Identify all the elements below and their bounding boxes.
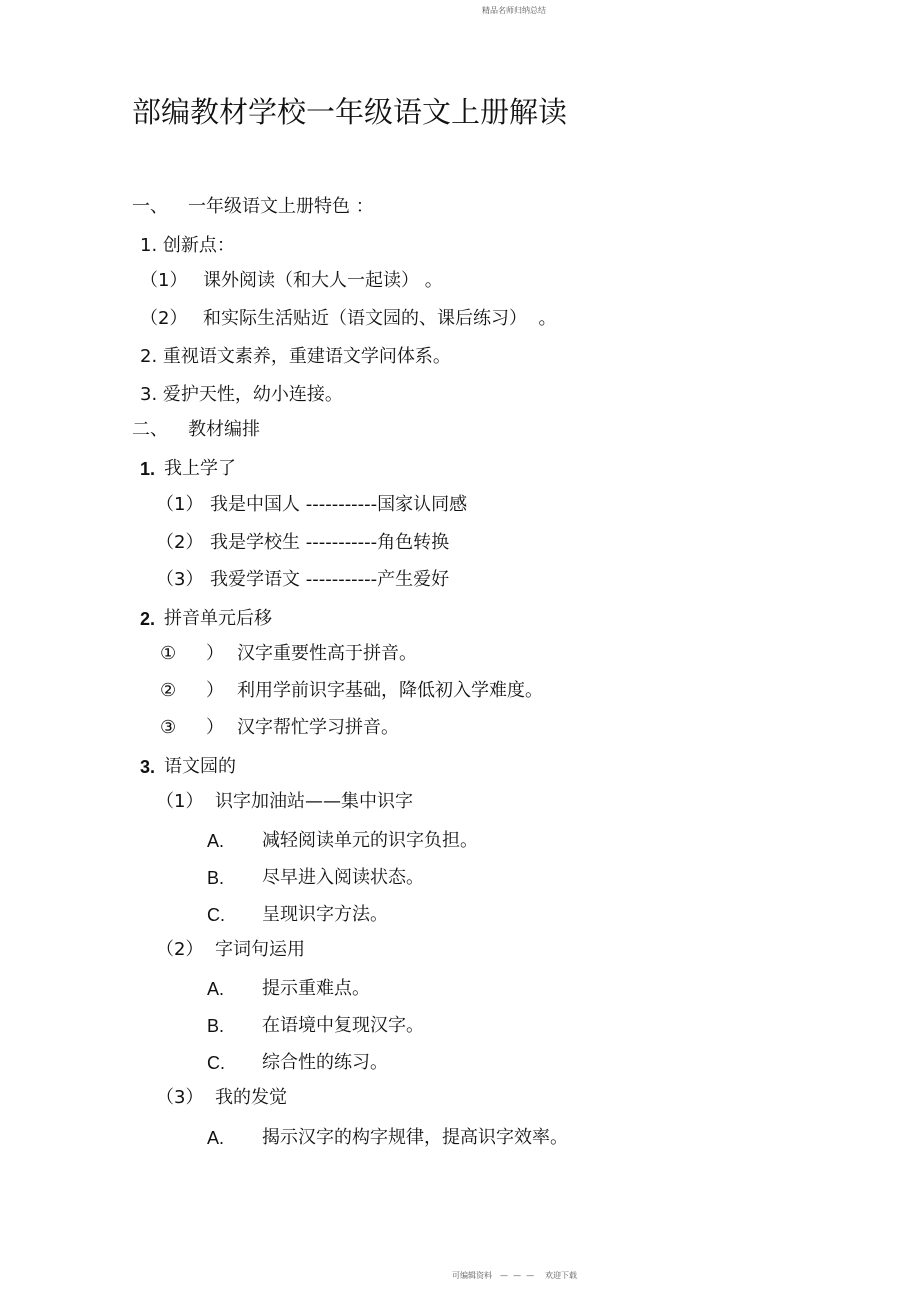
item-number: （3） [156, 569, 204, 590]
footer-left: 可编辑资料 [452, 1271, 492, 1280]
subsection-heading: 拼音单元后移 [164, 608, 272, 629]
footer-right: 欢迎下载 [545, 1271, 577, 1280]
list-letter: A. [207, 831, 225, 851]
group-number: （1） [156, 791, 204, 812]
section-2-number: 二、 [132, 419, 168, 440]
list-text: 综合性的练习。 [262, 1052, 388, 1073]
list-letter: C. [207, 905, 225, 925]
list-text: 减轻阅读单元的识字负担。 [262, 830, 478, 851]
section-2-heading: 教材编排 [188, 419, 260, 440]
group-heading: 识字加油站——集中识字 [215, 791, 413, 812]
group-heading: 字词句运用 [215, 939, 305, 960]
item-paren: ） [206, 680, 224, 701]
item-text: 汉字帮忙学习拼音。 [237, 717, 399, 738]
section-1-number: 一、 [132, 196, 168, 217]
item-text: 和实际生活贴近（语文园的、课后练习） 。 [203, 308, 557, 329]
subsection-heading: 我上学了 [164, 458, 236, 479]
subsection-number: 1. [140, 459, 156, 479]
group-number: （2） [156, 939, 204, 960]
list-letter: B. [207, 868, 225, 888]
group-number: （3） [156, 1087, 204, 1108]
list-letter: B. [207, 1016, 225, 1036]
page-header: 精品名师归纳总结 [482, 6, 546, 15]
document-title: 部编教材学校一年级语文上册解读 [132, 95, 568, 129]
item-paren: ） [206, 717, 224, 738]
item-number: ① [160, 643, 177, 664]
item-text: 利用学前识字基础，降低初入学难度。 [237, 680, 543, 701]
subsection-number: 2. [140, 609, 156, 629]
subsection-heading: 语文园的 [164, 756, 236, 777]
list-letter: C. [207, 1053, 225, 1073]
item-text: 汉字重要性高于拼音。 [237, 643, 417, 664]
list-text: 呈现识字方法。 [262, 904, 388, 925]
list-text: 尽早进入阅读状态。 [262, 867, 424, 888]
point-3: 3. 爱护天性，幼小连接。 [140, 384, 343, 405]
item-number: ③ [160, 717, 177, 738]
subsection-number: 3. [140, 757, 156, 777]
item-number: ② [160, 680, 177, 701]
group-heading: 我的发觉 [215, 1087, 287, 1108]
list-letter: A. [207, 979, 225, 999]
list-letter: A. [207, 1128, 225, 1148]
item-number: （1） [156, 494, 204, 515]
footer-dashes: — — — [500, 1271, 535, 1280]
item-number: （2） [156, 532, 204, 553]
list-text: 在语境中复现汉字。 [262, 1015, 424, 1036]
item-number: （2） [140, 308, 188, 329]
item-text: 我是学校生 -----------角色转换 [210, 532, 450, 553]
list-text: 提示重难点。 [262, 978, 370, 999]
item-text: 我爱学语文 -----------产生爱好 [210, 569, 450, 590]
item-paren: ） [206, 643, 224, 664]
innovation-heading: 1. 创新点： [140, 235, 235, 256]
section-1-heading: 一年级语文上册特色 ： [188, 196, 374, 217]
list-text: 揭示汉字的构字规律，提高识字效率。 [262, 1127, 568, 1148]
item-text: 我是中国人 -----------国家认同感 [210, 494, 468, 515]
item-text: 课外阅读（和大人一起读） 。 [203, 270, 443, 291]
item-number: （1） [140, 270, 188, 291]
point-2: 2. 重视语文素养，重建语文学问体系。 [140, 346, 451, 367]
